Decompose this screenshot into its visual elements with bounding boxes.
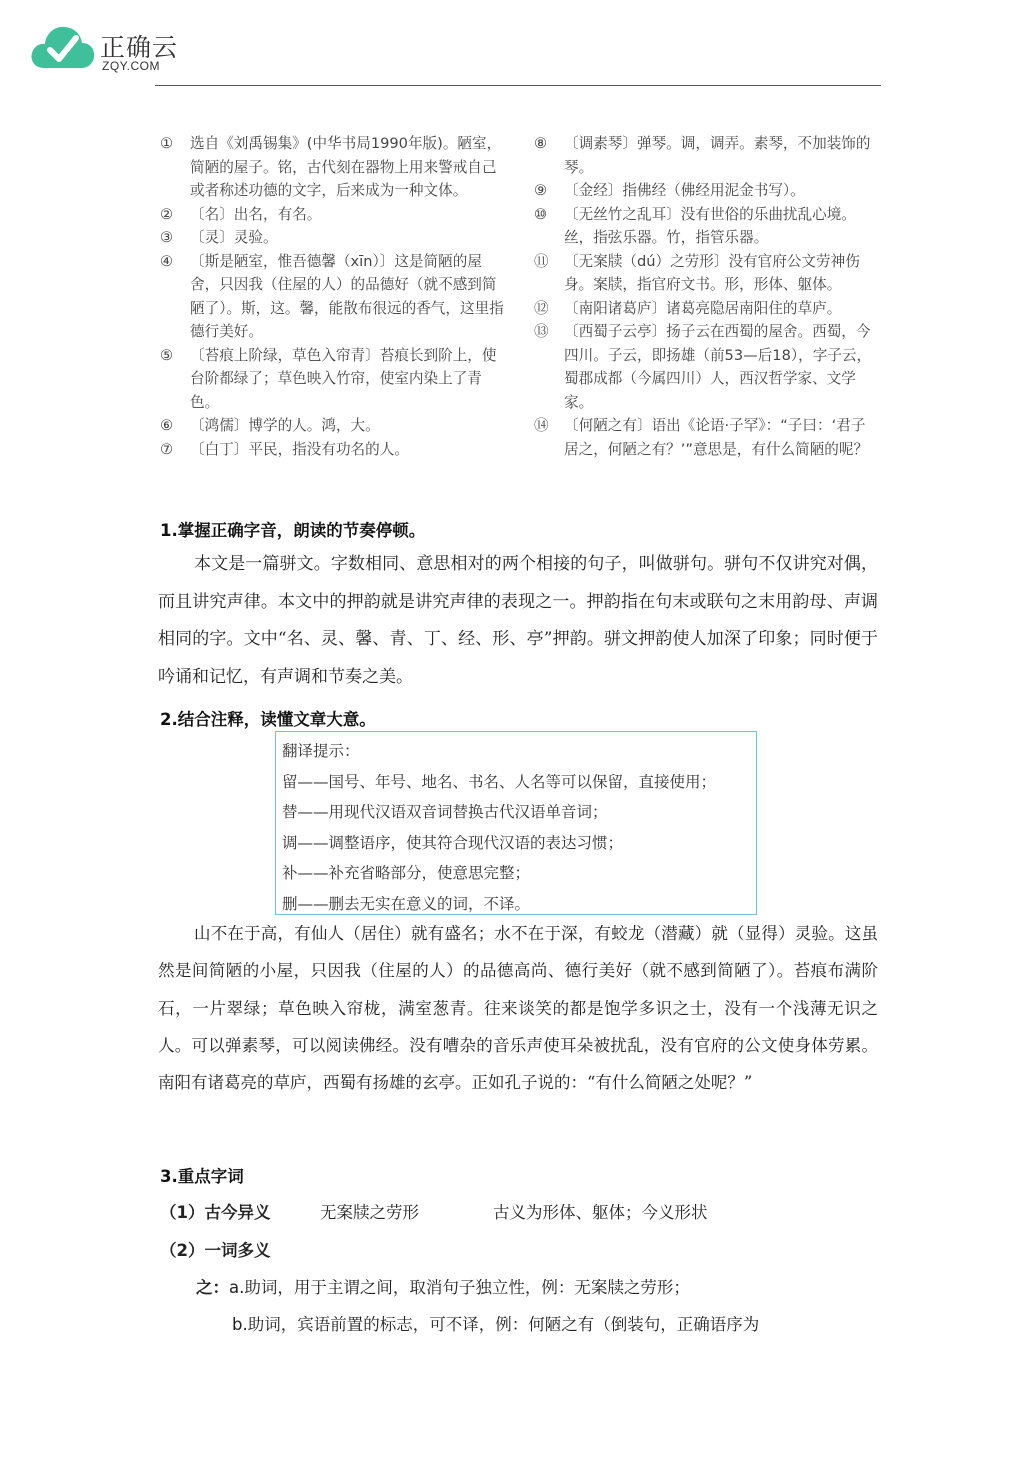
footnote-text: 〔南阳诸葛庐〕诸葛亮隐居南阳住的草庐。 — [564, 299, 842, 317]
translation-tips-box — [275, 731, 757, 915]
zhi-meaning-b: b.助词，宾语前置的标志，可不译，例：何陋之有（倒装句，正确语序为 — [232, 1315, 760, 1334]
footnote-number: ⑤ — [160, 346, 174, 364]
footnote — [534, 320, 879, 414]
tip-line: 删——删去无实在意义的词，不译。 — [282, 894, 531, 913]
footnote — [534, 297, 879, 321]
footnote-number: ⑦ — [160, 440, 174, 458]
item-1-meaning: 古义为形体、躯体；今义形状 — [493, 1203, 708, 1222]
item-1-word: 无案牍之劳形 — [320, 1203, 419, 1222]
section-1-paragraph: 本文是一篇骈文。字数相同、意思相对的两个相接的句子，叫做骈句。骈句不仅讲究对偶，而且讲究声律。本文中的押韵就是讲究声律的表现之一。押韵指在句末或联句之末用韵母、声调相同的字。文中“名、灵、馨、青、丁、经、形、亭”押韵。骈文押韵使人加深了印象；同时便于吟诵和记忆，有声调和节奏之美。 — [158, 554, 878, 687]
zhi-line-a — [196, 1274, 690, 1298]
tip-line: 调——调整语序，使其符合现代汉语的表达习惯； — [282, 833, 624, 852]
footnote-text: 〔调素琴〕弹琴。调，调弄。素琴，不加装饰的琴。 — [564, 135, 871, 176]
footnote — [534, 132, 879, 179]
footnote — [160, 132, 505, 203]
tip-line: 替——用现代汉语双音词替换古代汉语单音词； — [282, 803, 608, 821]
tip-line: 翻译提示： — [282, 742, 360, 760]
header-divider — [155, 85, 881, 86]
footnote-text: 〔名〕出名，有名。 — [190, 205, 322, 223]
tip-line: 补——补充省略部分，使意思完整； — [282, 864, 531, 882]
footnote-text: 〔无丝竹之乱耳〕没有世俗的乐曲扰乱心境。丝，指弦乐器。竹，指管乐器。 — [564, 205, 856, 246]
footnote-text: 〔鸿儒〕博学的人。鸿，大。 — [190, 417, 380, 434]
footnote-text: 〔西蜀子云亭〕扬子云在西蜀的屋舍。西蜀，今四川。子云，即扬雄（前53—后18），字子云，蜀郡成都（今属四川）人，西汉哲学家、文学家。 — [564, 323, 872, 411]
cloud-check-icon — [30, 22, 96, 72]
item-1-label: （1）古今异义 — [160, 1203, 271, 1222]
footnote-number: ⑫ — [534, 299, 549, 317]
footnote-text: 〔苔痕上阶绿，草色入帘青〕苔痕长到阶上，使台阶都绿了；草色映入竹帘，使室内染上了青色。 — [190, 346, 497, 411]
footnote-text: 〔金经〕指佛经（佛经用泥金书写）。 — [564, 182, 805, 199]
section-1-heading: 1.掌握正确字音，朗读的节奏停顿。 — [160, 521, 426, 540]
footnote-number: ⑪ — [534, 252, 549, 270]
footnote-number: ① — [160, 135, 174, 152]
footnote — [160, 250, 505, 344]
footnote — [160, 344, 505, 415]
footnote-text: 〔白丁〕平民，指没有功名的人。 — [190, 440, 409, 458]
footnote-number: ⑩ — [534, 205, 548, 223]
footnote — [534, 414, 879, 461]
footnote-number: ② — [160, 205, 174, 223]
footnote — [160, 414, 505, 438]
footnote-text: 选自《刘禹锡集》(中华书局1990年版)。陋室，简陋的屋子。铭，古代刻在器物上用来警戒自己或者称述功德的文字，后来成为一种文体。 — [190, 135, 502, 199]
footnote — [534, 203, 879, 250]
zhi-meaning-a: a.助词，用于主谓之间，取消句子独立性，例：无案牍之劳形； — [229, 1278, 690, 1297]
footnote — [160, 226, 505, 250]
brand-name: 正确云 — [100, 33, 179, 62]
footnote — [160, 438, 505, 462]
footnote-number: ⑭ — [534, 417, 549, 434]
footnote-number: ⑧ — [534, 135, 548, 152]
footnote-number: ④ — [160, 252, 174, 270]
notes-left-column — [160, 132, 505, 461]
item-2-label: （2）一词多义 — [160, 1241, 271, 1260]
section-2-heading: 2.结合注释，读懂文章大意。 — [160, 710, 376, 729]
footnote — [534, 250, 879, 297]
footnote-number: ③ — [160, 229, 174, 246]
notes-right-column — [534, 132, 879, 461]
zhi-label: 之： — [196, 1278, 229, 1297]
footnote-text: 〔何陋之有〕语出《论语·子罕》：“子曰：‘君子居之，何陋之有？’”意思是，有什么简陋的呢？ — [564, 417, 869, 458]
footnote — [160, 203, 505, 227]
logo — [30, 22, 220, 78]
section-3-heading: 3.重点字词 — [160, 1167, 244, 1186]
footnote-number: ⑥ — [160, 417, 174, 434]
tip-line: 留——国号、年号、地名、书名、人名等可以保留，直接使用； — [282, 772, 717, 791]
brand-domain: ZQY.COM — [102, 59, 160, 73]
footnote — [534, 179, 879, 203]
footnote-number: ⑬ — [534, 323, 549, 340]
footnote-text: 〔灵〕灵验。 — [190, 229, 278, 246]
footnote-text: 〔斯是陋室，惟吾德馨（xīn）〕这是简陋的屋舍，只因我（住屋的人）的品德好（就不感到简陋了）。斯，这。馨，能散布很远的香气，这里指德行美好。 — [190, 252, 504, 340]
translation-paragraph: 山不在于高，有仙人（居住）就有盛名；水不在于深，有蛟龙（潜藏）就（显得）灵验。这虽然是间简陋的小屋，只因我（住屋的人）的品德高尚、德行美好（就不感到简陋了）。苔痕布满阶石，一片翠绿；草色映入帘栊，满室葱青。往来谈笑的都是饱学多识之士，没有一个浅薄无识之人。可以弹素琴，可以阅读佛经。没有嘈杂的音乐声使耳朵被扰乱，没有官府的公文使身体劳累。南阳有诸葛亮的草庐，西蜀有扬雄的玄亭。正如孔子说的：“有什么简陋之处呢？” — [158, 924, 878, 1093]
footnote-number: ⑨ — [534, 182, 548, 199]
footnote-text: 〔无案牍（dú）之劳形〕没有官府公文劳神伤身。案牍，指官府文书。形，形体、躯体。 — [564, 252, 860, 293]
